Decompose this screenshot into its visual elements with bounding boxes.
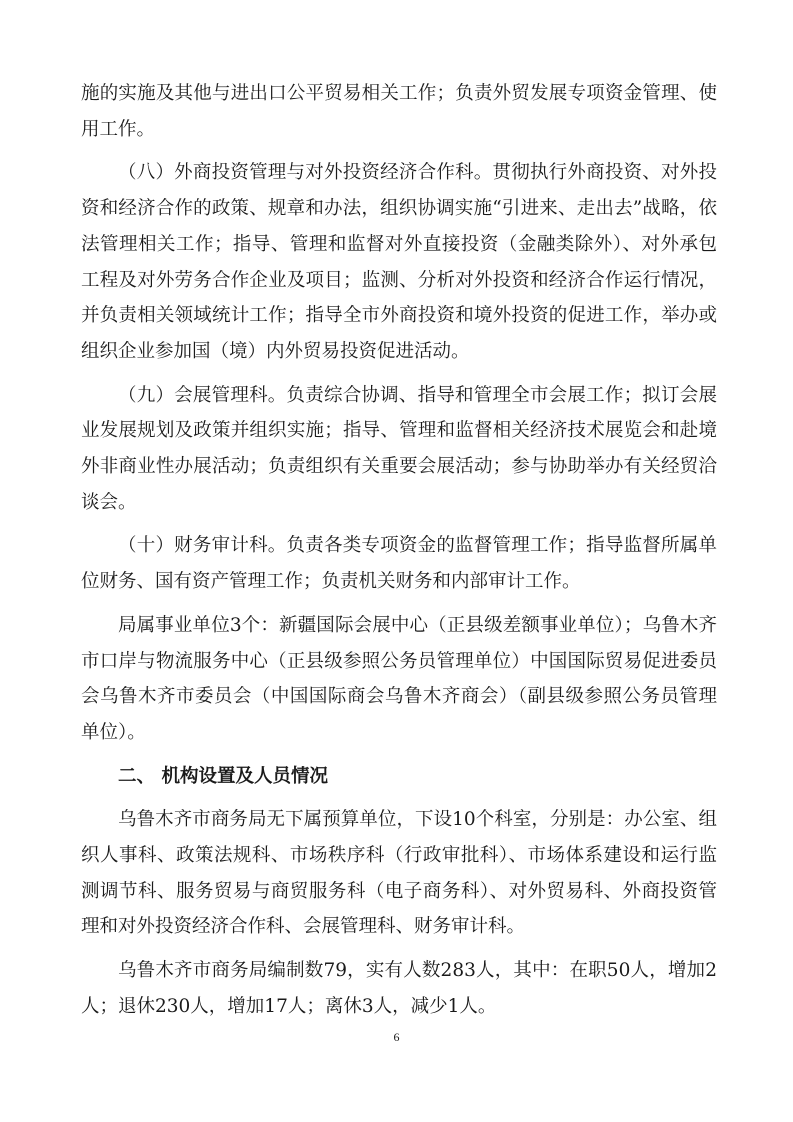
page-number: 6 bbox=[393, 1030, 400, 1044]
paragraph-affiliated-units: 局属事业单位3个：新疆国际会展中心（正县级差额事业单位）；乌鲁木齐市口岸与物流服务中心（正县级参照公务员管理单位）中国国际贸易促进委员会乌鲁木齐市委员会（中国国际商会乌鲁木齐商会）（副县级参照公务员管理单位）。 bbox=[81, 614, 717, 743]
document-body bbox=[81, 76, 717, 1025]
section-heading: 二、 机构设置及人员情况 bbox=[118, 765, 328, 787]
paragraph-section-8: （八）外商投资管理与对外投资经济合作科。贯彻执行外商投资、对外投资和经济合作的政策、规章和办法，组织协调实施“引进来、走出去”战略，依法管理相关工作；指导、管理和监督对外直接投资（金融类除外）、对外承包工程及对外劳务合作企业及项目；监测、分析对外投资和经济合作运行情况，并负责相关领域统计工作；指导全市外商投资和境外投资的促进工作，举办或组织企业参加国（境）内外贸易投资促进活动。 bbox=[81, 162, 717, 362]
paragraph-section-10: （十）财务审计科。负责各类专项资金的监督管理工作；指导监督所属单位财务、国有资产管理工作；负责机关财务和内部审计工作。 bbox=[81, 535, 717, 593]
paragraph-staffing: 乌鲁木齐市商务局编制数79，实有人数283人，其中：在职50人，增加2人；退休230人，增加17人；离休3人，减少1人。 bbox=[81, 960, 717, 1017]
paragraph-continuation: 施的实施及其他与进出口公平贸易相关工作；负责外贸发展专项资金管理、使用工作。 bbox=[81, 83, 717, 140]
paragraph-section-9: （九）会展管理科。负责综合协调、指导和管理全市会展工作；拟订会展业发展规划及政策并组织实施；指导、管理和监督相关经济技术展览会和赴境外非商业性办展活动；负责组织有关重要会展活动；参与协助举办有关经贸洽谈会。 bbox=[81, 384, 717, 513]
paragraph-organization: 乌鲁木齐市商务局无下属预算单位，下设10个科室，分别是：办公室、组织人事科、政策法规科、市场秩序科（行政审批科）、市场体系建设和运行监测调节科、服务贸易与商贸服务科（电子商务科）、对外贸易科、外商投资管理和对外投资经济合作科、会展管理科、财务审计科。 bbox=[81, 809, 717, 938]
